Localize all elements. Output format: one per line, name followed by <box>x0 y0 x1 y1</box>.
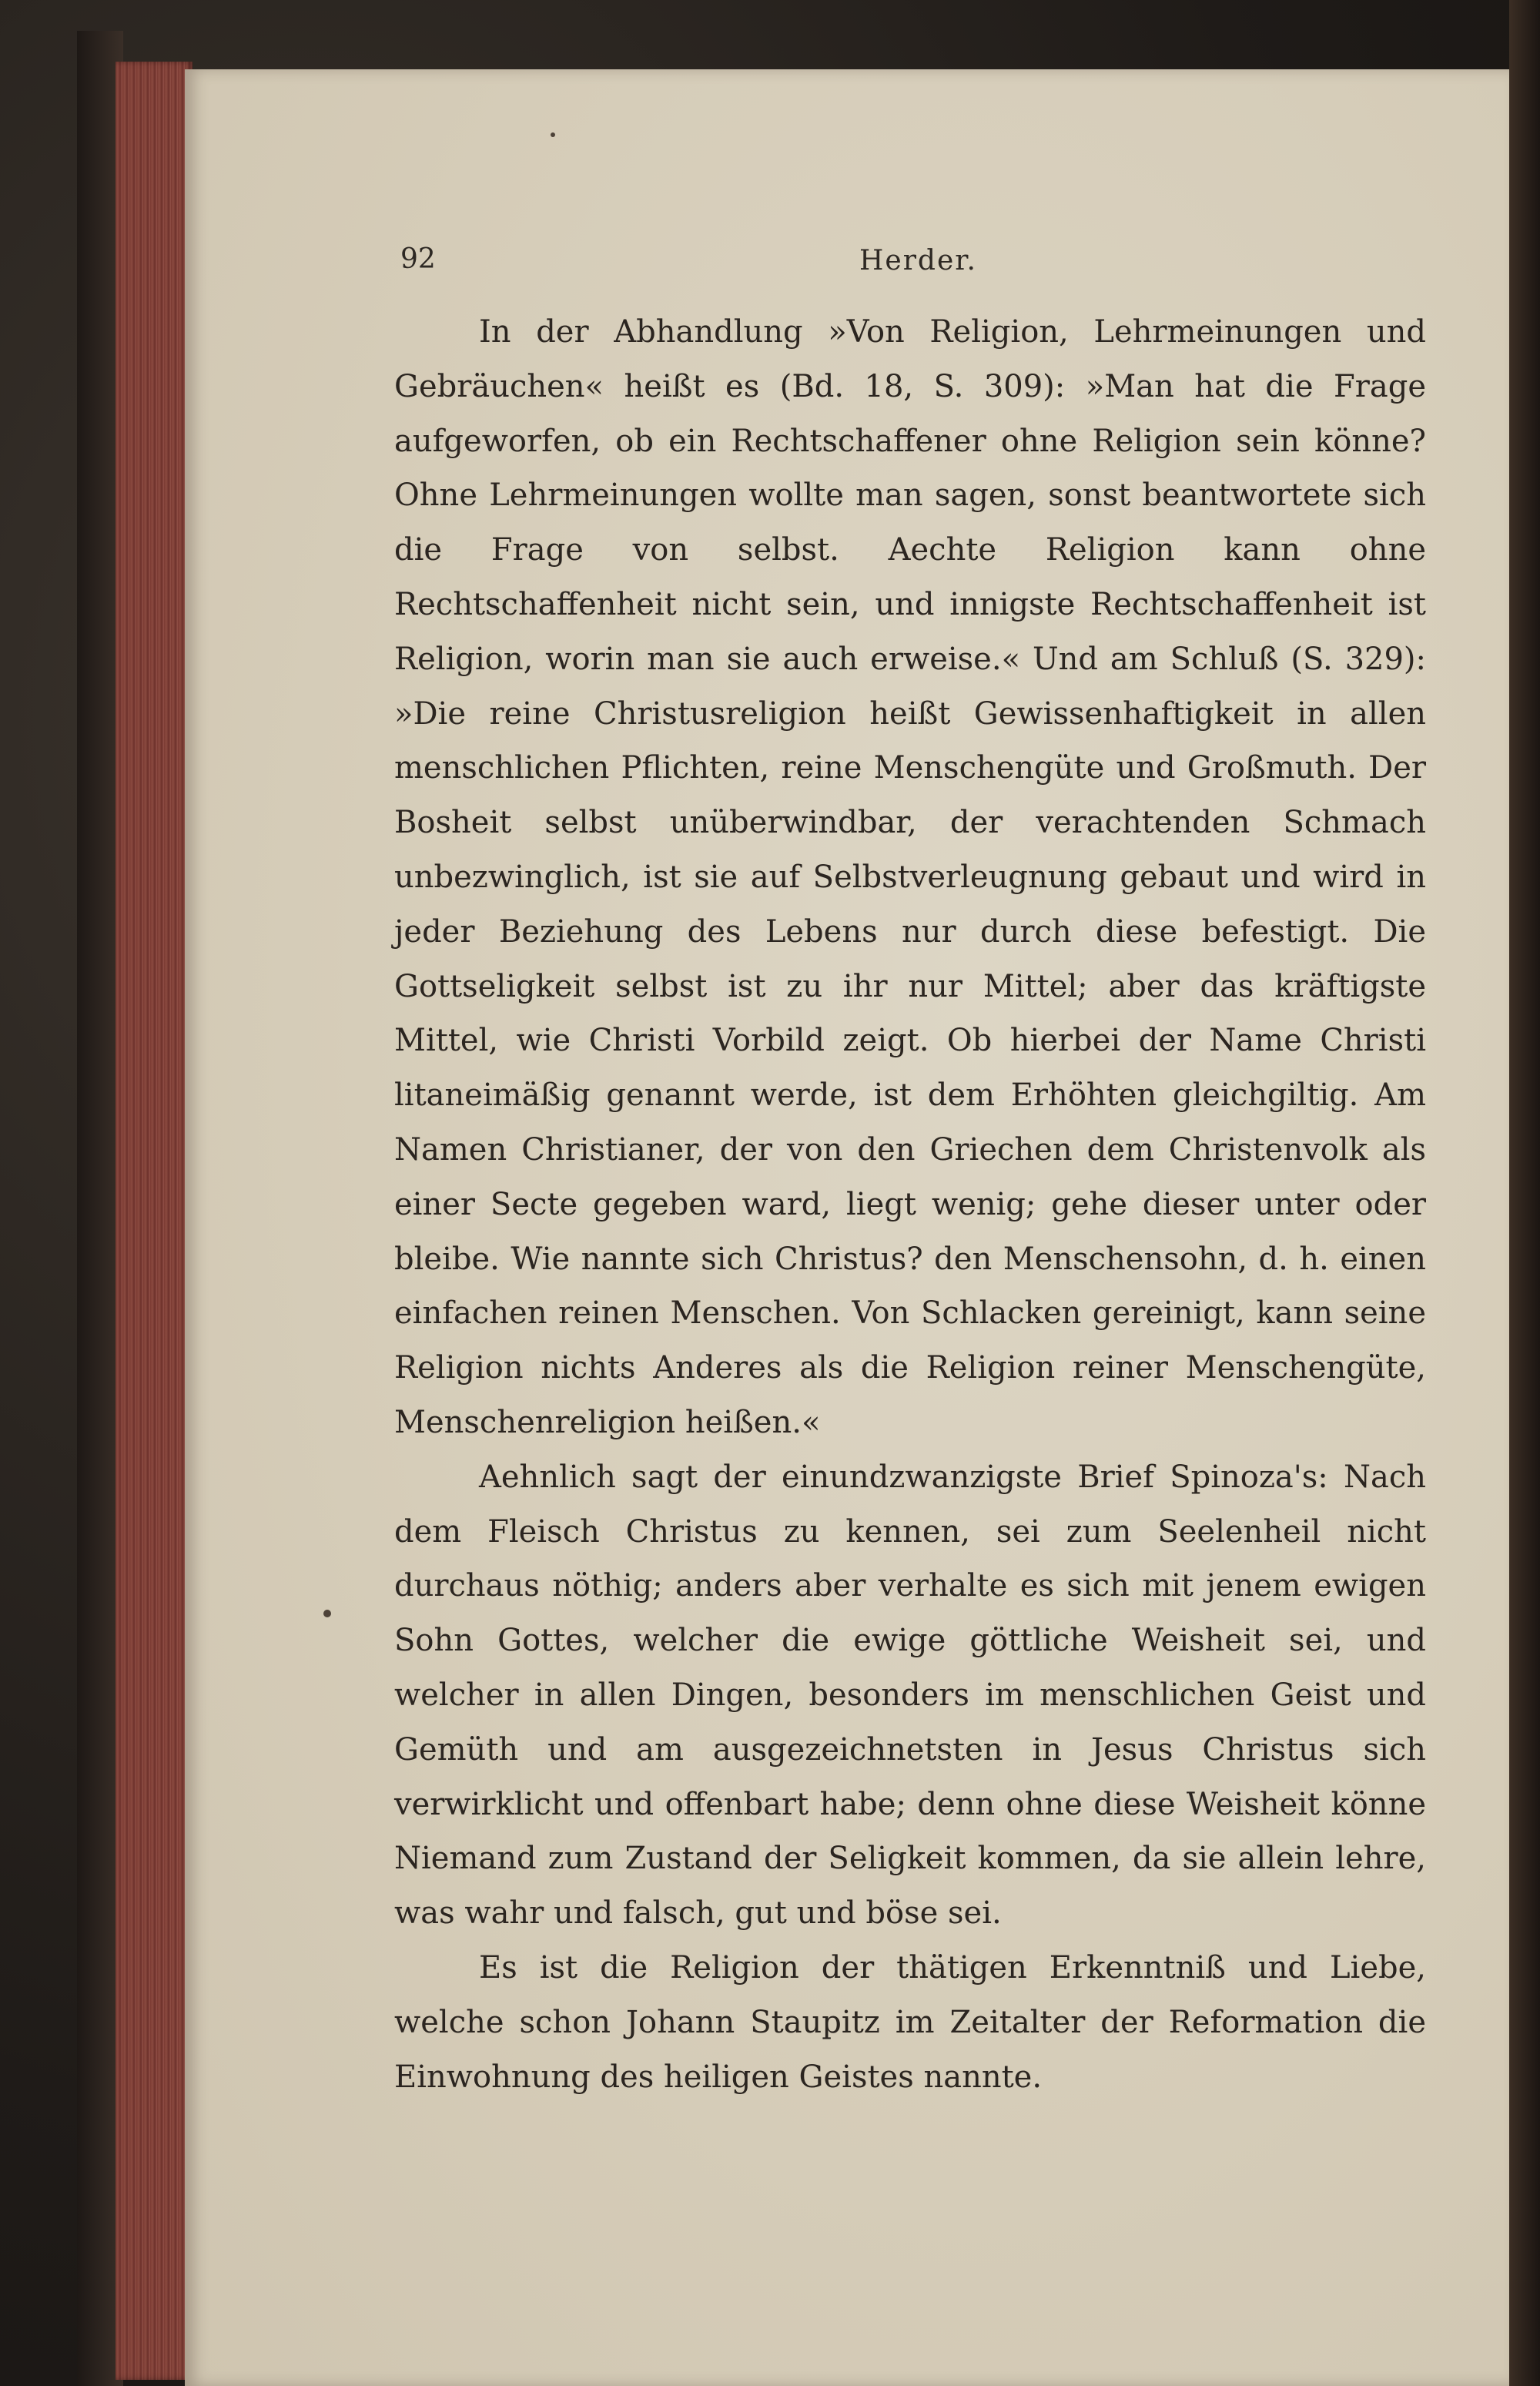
paragraph-1: In der Abhandlung »Von Religion, Lehrmeinungen und Gebräuchen« heißt es (Bd. 18, S. 309): »Man hat die Frage aufgeworfen, ob ein Rechtschaffener ohne Religion sein könne? Ohne Lehrmeinungen wollte man sagen, sonst beantwortete sich die Frage von selbst. Aechte Religion kann ohne Rechtschaffenheit nicht sein, und innigste Rechtschaffenheit ist Religion, worin man sie auch erweise.« Und am Schluß (S. 329): »Die reine Christusreligion heißt Gewissenhaftigkeit in allen menschlichen Pflichten, reine Menschengüte und Großmuth. Der Bosheit selbst unüberwindbar, der verachtenden Schmach unbezwinglich, ist sie auf Selbstverleugnung gebaut und wird in jeder Beziehung des Lebens nur durch diese befestigt. Die Gottseligkeit selbst ist zu ihr nur Mittel; aber das kräftigste Mittel, wie Christi Vorbild zeigt. Ob hierbei der Name Christi litaneimäßig genannt werde, ist dem Erhöhten gleichgiltig. Am Namen Christianer, der von den Griechen dem Christenvolk als einer Secte gegeben ward, liegt wenig; gehe dieser unter oder bleibe. Wie nannte sich Christus? den Menschensohn, d. h. einen einfachen reinen Menschen. Von Schlacken gereinigt, kann seine Religion nichts Anderes als die Religion reiner Menschengüte, Menschenreligion heißen.« <box>394 314 1426 1440</box>
page-number: 92 <box>400 243 436 275</box>
page-edges <box>116 62 192 2380</box>
book-cover-right-edge <box>1509 0 1540 2386</box>
ink-speck <box>323 1610 331 1617</box>
ink-speck <box>551 132 555 137</box>
paragraph-2: Aehnlich sagt der einundzwanzigste Brief Spinoza's: Nach dem Fleisch Christus zu kennen, sei zum Seelenheil nicht durchaus nöthig; anders aber verhalte es sich mit jenem ewigen Sohn Gottes, welcher die ewige göttliche Weisheit sei, und welcher in allen Dingen, besonders im menschlichen Geist und Gemüth und am ausgezeichnetsten in Jesus Christus sich verwirklicht und offenbart habe; denn ohne diese Weisheit könne Niemand zum Zustand der Seligkeit kommen, da sie allein lehre, was wahr und falsch, gut und böse sei. <box>394 1459 1426 1932</box>
running-head: Herder. <box>859 245 977 276</box>
paragraph-3: Es ist die Religion der thätigen Erkenntniß und Liebe, welche schon Johann Staupitz im Zeitalter der Reformation die Einwohnung des heiligen Geistes nannte. <box>394 1949 1426 2095</box>
body-text <box>394 305 1426 2104</box>
